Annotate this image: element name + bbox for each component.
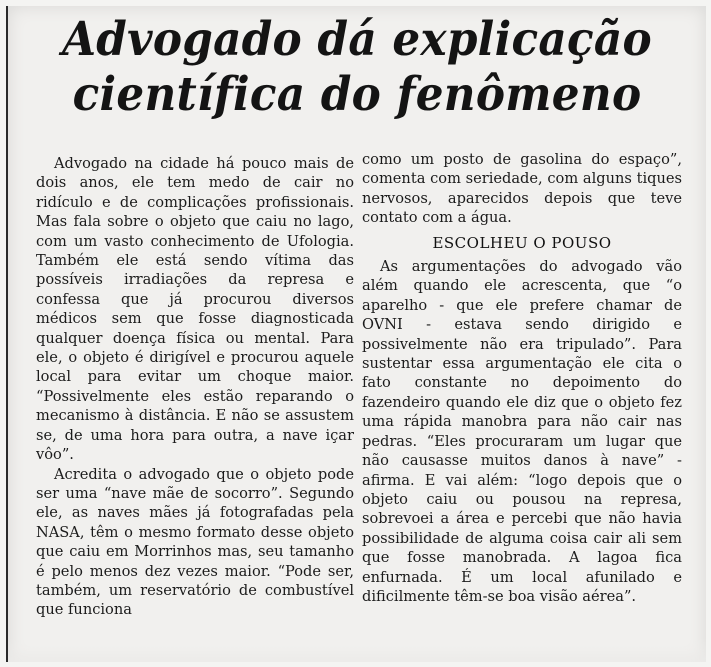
headline-line-1: Advogado dá explicação xyxy=(62,12,652,67)
right-paragraph-2: As argumentações do advogado vão além quando ele acrescenta, que “o aparelho - que ele prefere chamar de OVNI - estava sendo dirigido e possivelmente não era tripulado”. Para sustentar essa argumentação ele cita o fato constante no depoimento do fazendeiro quando ele diz que o objeto fez uma rápida manobra para não cair nas pedras. “Eles procuraram um lugar que não causasse muitos danos à nave” - afirma. E vai além: “logo depois que o objeto caiu ou pousou na represa, sobrevoei a área e percebi que não havia possibilidade de alguma coisa cair ali sem que fosse manobrada. A lagoa fica enfurnada. É um local afunilado e dificilmente têm-se boa visão aérea”. xyxy=(362,258,682,605)
left-paragraph-1: Advogado na cidade há pouco mais de dois anos, ele tem medo de cair no ridículo e de complicações profissionais. Mas fala sobre o objeto que caiu no lago, com um vasto conhecimento de Ufologia. Também ele está sendo vítima das possíveis irradiações da represa e confessa que já procurou diversos médicos sem que fosse diagnosticada qualquer doença física ou mental. Para ele, o objeto é dirigível e procurou aquele local para evitar um choque maior. “Possivelmente eles estão reparando o mecanismo à distância. E não se assustem se, de uma hora para outra, a nave içar vôo”. xyxy=(36,155,354,464)
newspaper-clipping xyxy=(6,6,706,662)
left-column xyxy=(36,154,354,620)
right-column xyxy=(362,150,682,606)
headline xyxy=(32,12,681,122)
left-paragraph-2: Acredita o advogado que o objeto pode ser uma “nave mãe de socorro”. Segundo ele, as naves mães já fotografadas pela NASA, têm o mesmo formato desse objeto que caiu em Morrinhos mas, seu tamanho é pelo menos dez vezes maior. “Pode ser, também, um reservatório de combustível que funciona xyxy=(36,465,354,619)
section-subheading: ESCOLHEU O POUSO xyxy=(432,233,612,252)
scan-fade xyxy=(8,638,706,662)
right-paragraph-1: como um posto de gasolina do espaço”, comenta com seriedade, com alguns tiques nervosos, aparecidos depois que teve contato com a água. xyxy=(362,151,682,227)
headline-line-2: científica do fenômeno xyxy=(72,67,642,122)
